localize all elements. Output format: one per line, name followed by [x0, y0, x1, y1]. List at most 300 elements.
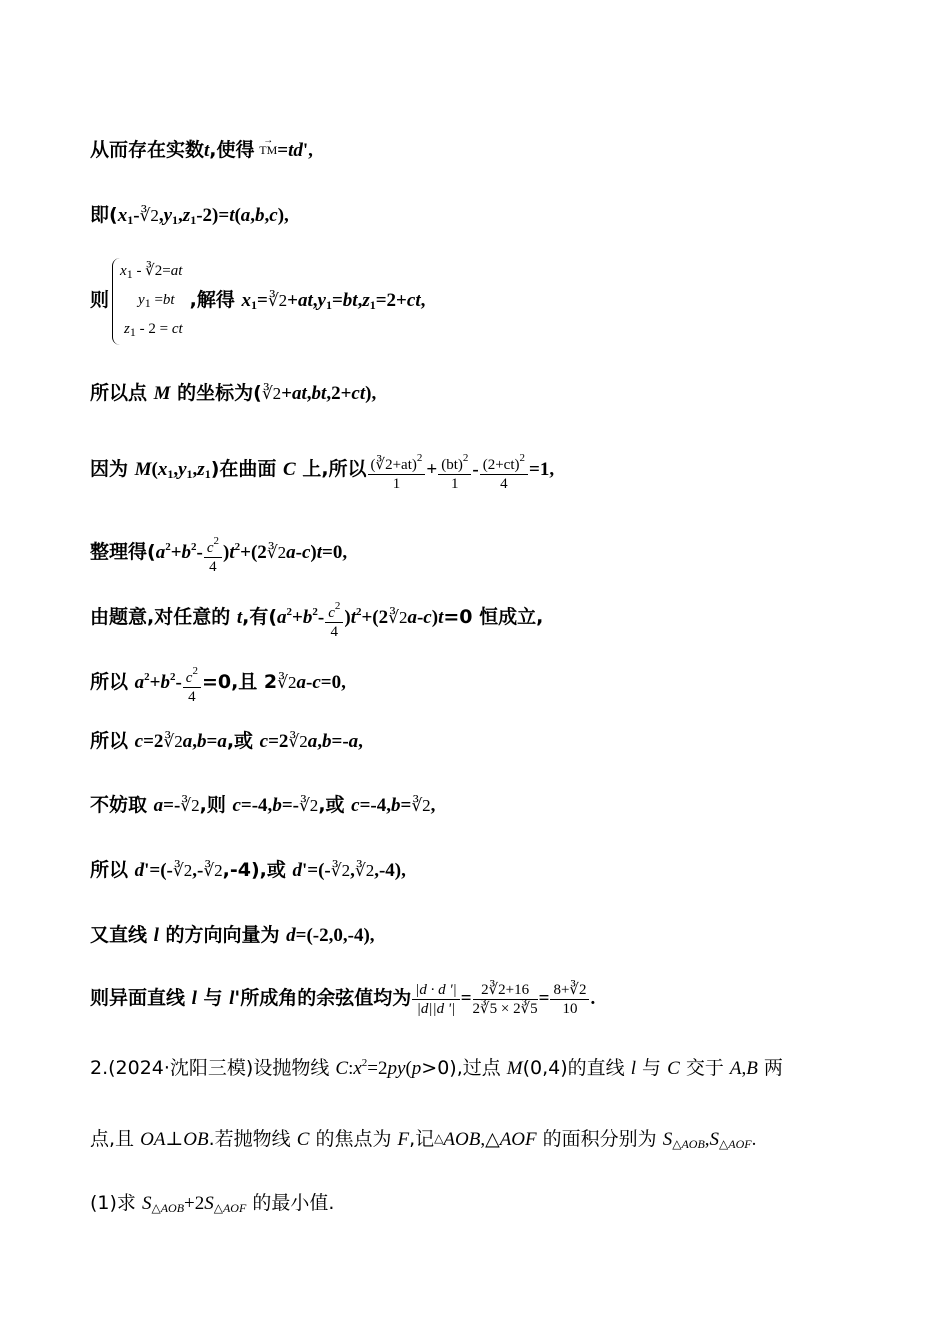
var: a [348, 731, 359, 752]
var: ct [171, 321, 183, 338]
var: C [296, 1129, 310, 1150]
var: a [217, 731, 227, 752]
var: y [178, 459, 187, 480]
sup: 2 [234, 541, 241, 553]
text: 的焦点为 [309, 1128, 398, 1150]
text: + [287, 290, 298, 311]
var: b [272, 795, 282, 816]
text: = [206, 731, 218, 752]
text: (0,4)的直线 [522, 1057, 631, 1079]
var: z [362, 290, 370, 311]
var: C [335, 1058, 349, 1079]
root: ∛2 [172, 861, 193, 880]
sup: 2 [144, 671, 150, 683]
sub: 1 [172, 213, 179, 227]
text: 与 [196, 987, 230, 1009]
problem-2-line-1 [90, 1050, 783, 1082]
root: ∛2 [411, 796, 431, 815]
text: , [264, 205, 270, 226]
text: 交于 [679, 1057, 730, 1079]
sys-row-2 [120, 287, 183, 316]
fraction-c2-4 [325, 597, 343, 641]
var: M [153, 383, 171, 404]
text: ,-4), [374, 860, 406, 881]
line-6 [90, 525, 347, 576]
text: 所以 [90, 859, 135, 881]
line-8 [90, 655, 346, 706]
text: =-4, [240, 795, 273, 816]
expr: td [288, 140, 303, 161]
text: ,-4),或 [222, 859, 293, 881]
var: x [157, 459, 168, 480]
text: >0),过点 [421, 1057, 507, 1079]
sub: 1 [190, 213, 197, 227]
text: , [178, 205, 183, 226]
var: c [301, 542, 311, 563]
var: c [351, 795, 360, 816]
text: 由题意,对任意的 [90, 606, 237, 628]
var: d [292, 860, 302, 881]
sub: 1 [204, 467, 211, 481]
root: ∛2 [203, 861, 223, 880]
text: , [317, 731, 323, 752]
var: B [746, 1058, 758, 1079]
text: , [192, 731, 197, 752]
sub: 1 [129, 325, 136, 340]
text: ,使得 [209, 139, 255, 161]
var: b [302, 607, 313, 628]
root: ∛2 [261, 384, 282, 403]
fraction-3 [550, 981, 589, 1018]
var: AOF [499, 1129, 537, 1150]
fraction-c2-4 [183, 662, 201, 706]
text: = [538, 988, 550, 1009]
text: , [420, 290, 426, 311]
triangle-icon: △ [434, 1131, 444, 1145]
var: x [353, 1058, 362, 1079]
numerator [183, 662, 201, 688]
var: b [255, 205, 265, 226]
text: ', [302, 140, 313, 161]
line-4 [90, 380, 376, 407]
var: b [391, 795, 401, 816]
fraction-2 [473, 981, 538, 1018]
var: S [709, 1129, 720, 1150]
sup: 2 [355, 606, 362, 618]
var: z [182, 205, 191, 226]
var: a [307, 731, 318, 752]
text: ) [344, 607, 351, 628]
text: , [306, 383, 312, 404]
sup: 2 [192, 664, 198, 677]
line-1 [90, 137, 313, 164]
text: (1)求 [90, 1192, 142, 1214]
root: ∛2 [277, 673, 297, 692]
var: py [387, 1058, 406, 1079]
text: , [430, 795, 436, 816]
var: t [236, 607, 243, 628]
text: 又直线 [90, 924, 154, 946]
text: 上,所以 [295, 458, 367, 480]
sup: 2 [361, 1057, 368, 1069]
fraction-1 [368, 449, 426, 493]
expr: (bt) [441, 456, 463, 473]
root: ∛2 [354, 861, 375, 880]
sup: 2 [519, 451, 525, 464]
text: , [741, 1058, 747, 1079]
line-13 [90, 973, 595, 1024]
var: l [229, 988, 235, 1009]
text: - [175, 672, 182, 693]
text: 因为 [90, 458, 135, 480]
text: ,解得 [189, 289, 242, 311]
var: c [423, 607, 432, 628]
text: = [257, 290, 268, 311]
fraction-2 [438, 449, 471, 493]
var: a [155, 542, 166, 563]
sub: 1 [144, 296, 151, 311]
text: , [704, 1129, 710, 1150]
var: a [296, 672, 306, 693]
var: t [316, 542, 322, 563]
text: + [281, 383, 293, 404]
text: + [292, 607, 303, 628]
root: ∛2 [267, 291, 288, 310]
text: ,2+ [326, 383, 352, 404]
sub: △AOF [213, 1201, 247, 1215]
text: 点,且 [90, 1128, 141, 1150]
sup: 2 [416, 451, 423, 464]
text: .若抛物线 [208, 1128, 297, 1150]
var: M [506, 1058, 523, 1079]
text: - [317, 607, 325, 628]
text: ) [310, 542, 317, 563]
sup: 2 [462, 451, 469, 464]
text: - [306, 672, 313, 693]
sub: △AOB [672, 1137, 705, 1151]
problem-2-line-3 [90, 1190, 334, 1221]
text: 即( [90, 204, 118, 226]
denominator: 2∛5 × 2∛5 [472, 1001, 538, 1018]
text: -2)= [196, 205, 230, 226]
var: C [283, 459, 296, 480]
text: ( [151, 459, 158, 480]
line-9 [90, 728, 363, 755]
var: c [269, 205, 278, 226]
sys-row-3 [120, 316, 183, 345]
fraction-c2-4 [204, 532, 222, 576]
var: a [286, 542, 296, 563]
text: =2 [268, 731, 289, 752]
expr: (∛2+at) [370, 456, 417, 473]
var: b [160, 672, 170, 693]
var: c [328, 604, 335, 621]
denominator: 10 [562, 1001, 578, 1018]
text: 所以 [90, 730, 135, 752]
text: 则 [90, 289, 110, 311]
text: 整理得( [90, 541, 156, 563]
text: - [472, 459, 479, 480]
text: =(-2,0,-4), [295, 925, 375, 946]
text: - [416, 607, 424, 628]
sub: △AOB [151, 1201, 185, 1215]
var: x [117, 205, 128, 226]
numerator [368, 449, 426, 475]
text: +(2 [240, 542, 267, 563]
text: + [149, 672, 161, 693]
text: ,则 [199, 794, 233, 816]
text: , [158, 205, 164, 226]
numerator [412, 981, 459, 1000]
text: - [295, 542, 302, 563]
sup: 2 [169, 671, 176, 683]
numerator [438, 449, 471, 475]
sub: △AOF [719, 1137, 752, 1151]
var-t: t [204, 140, 210, 161]
sup: 2 [191, 541, 197, 553]
root: ∛2 [288, 732, 308, 751]
text: =0,且 2 [201, 671, 278, 693]
text: ) [223, 542, 230, 563]
text: ( [234, 205, 241, 226]
var: A [729, 1058, 742, 1079]
text: ⊥ [165, 1129, 184, 1150]
line-7 [90, 590, 543, 641]
var: C [667, 1058, 680, 1079]
text: =-4, [359, 795, 391, 816]
root: ∛2 [180, 796, 200, 815]
text: , [358, 731, 363, 752]
sup: 2 [286, 606, 293, 618]
numerator [325, 597, 343, 623]
text: . [590, 988, 596, 1009]
var: c [232, 795, 241, 816]
text: = [150, 292, 163, 309]
eq: = [277, 140, 289, 161]
sup: 2 [312, 606, 318, 618]
text: =2+ [375, 290, 407, 311]
var: OA [140, 1129, 166, 1150]
var: S [204, 1193, 214, 1214]
var: b [196, 731, 207, 752]
text: '所成角的余弦值均为 [234, 987, 412, 1009]
text: - ∛2= [132, 263, 171, 280]
var: bt [342, 290, 358, 311]
root: ∛2 [298, 796, 319, 815]
sub: 1 [325, 298, 332, 312]
var: b [322, 731, 332, 752]
fraction-cos [412, 981, 459, 1018]
text: ,或 [226, 730, 260, 752]
text: '=(- [302, 860, 331, 881]
text: 的面积分别为 [536, 1128, 663, 1150]
sub: 1 [127, 213, 134, 227]
var: at [292, 383, 307, 404]
text: =1, [529, 459, 555, 480]
denominator: 4 [188, 688, 196, 705]
var: a [153, 795, 164, 816]
root: ∛2 [388, 608, 408, 627]
text: + [426, 459, 438, 480]
sub: 1 [167, 467, 174, 481]
text: =0 恒成立, [443, 606, 544, 628]
text: =- [331, 731, 349, 752]
var: S [141, 1193, 152, 1214]
problem-2-line-2 [90, 1125, 756, 1157]
text: + [170, 542, 182, 563]
text: ) [431, 607, 439, 628]
text: - [196, 542, 203, 563]
text: : [348, 1058, 354, 1079]
var: a [182, 731, 193, 752]
text: - 2 = [135, 321, 172, 338]
var: t [438, 607, 444, 628]
text: 的方向向量为 [158, 924, 287, 946]
var: F [397, 1129, 410, 1150]
var: a [134, 672, 145, 693]
text: , [350, 860, 355, 881]
numerator: 8+∛2 [550, 981, 589, 1000]
text: ,△ [480, 1129, 500, 1150]
sys-row-1 [120, 258, 183, 287]
sub: 1 [126, 267, 133, 282]
var: t [350, 607, 356, 628]
var: t [229, 542, 235, 563]
var: ct [351, 383, 366, 404]
text: . [751, 1129, 757, 1150]
var: t [229, 205, 235, 226]
var: c [185, 669, 193, 686]
vector-TM: → TM [259, 137, 277, 163]
text: ,记 [409, 1128, 435, 1150]
text: 所以点 [90, 382, 154, 404]
numerator: 2∛2+16 [473, 981, 538, 1000]
text: = [460, 988, 472, 1009]
sup: 2 [165, 541, 171, 553]
var: c [259, 731, 269, 752]
text: ), [277, 205, 289, 226]
denominator: 4 [209, 558, 217, 575]
text: =0, [322, 542, 348, 563]
text: 则异面直线 [90, 987, 192, 1009]
var: OB [183, 1129, 209, 1150]
text: , [357, 290, 363, 311]
text: +(2 [361, 607, 389, 628]
sup: 2 [334, 599, 341, 612]
text: '=(- [144, 860, 173, 881]
expr: |d · d '| [415, 982, 457, 999]
var: z [197, 459, 205, 480]
text: ), [365, 383, 377, 404]
var: bt [311, 383, 327, 404]
var: b [181, 542, 192, 563]
var: at [298, 290, 313, 311]
line-3 [90, 258, 425, 347]
var: l [630, 1058, 636, 1079]
text: ,- [192, 860, 204, 881]
var: a [240, 205, 251, 226]
var: bt [162, 292, 175, 309]
text: , [192, 459, 198, 480]
numerator [204, 532, 222, 558]
text: +2 [184, 1193, 205, 1214]
text: 2.(2024·沈阳三模)设抛物线 [90, 1057, 336, 1079]
sup: 2 [213, 534, 220, 547]
var: y [163, 205, 173, 226]
line-10 [90, 792, 435, 819]
text: ,或 [318, 794, 352, 816]
var: p [411, 1058, 422, 1079]
line-2 [90, 202, 289, 233]
var: at [170, 263, 183, 280]
denominator [412, 1000, 459, 1018]
numerator [480, 449, 528, 475]
var: d [134, 860, 145, 881]
root: ∛2 [330, 861, 351, 880]
var: c [134, 731, 144, 752]
text: , [173, 459, 179, 480]
text: - [133, 205, 140, 226]
text: =2 [367, 1058, 388, 1079]
root: ∛2 [266, 543, 287, 562]
text: ,有( [242, 606, 278, 628]
text: = [331, 290, 343, 311]
fraction-3 [480, 449, 528, 493]
expr: (2+ct) [482, 456, 520, 473]
var: d [286, 925, 296, 946]
var: x [241, 290, 251, 311]
text: = [400, 795, 412, 816]
root: ∛2 [139, 206, 159, 225]
var: a [407, 607, 417, 628]
equation-system [112, 258, 187, 345]
sub: 1 [251, 298, 257, 312]
sub: 1 [369, 298, 376, 312]
denominator: 4 [330, 623, 339, 640]
var: M [134, 459, 152, 480]
text: =2 [143, 731, 164, 752]
text: , [312, 290, 318, 311]
text: 不妨取 [90, 794, 154, 816]
var: S [662, 1129, 673, 1150]
text: 所以 [90, 671, 135, 693]
text: )在曲面 [210, 458, 284, 480]
line-11 [90, 857, 406, 884]
text: 的坐标为( [170, 382, 262, 404]
sub: 1 [186, 467, 193, 481]
root: ∛2 [163, 732, 183, 751]
var: c [206, 539, 214, 556]
text: , [250, 205, 256, 226]
denominator: 1 [451, 475, 459, 492]
line-5 [90, 444, 554, 499]
var: ct [406, 290, 421, 311]
text: =- [163, 795, 181, 816]
line-12 [90, 922, 375, 949]
text: 从而存在实数 [90, 139, 205, 161]
var: l [191, 988, 197, 1009]
var: l [153, 925, 159, 946]
var: x [120, 263, 127, 280]
text: 两 [757, 1057, 783, 1079]
var: a [277, 607, 287, 628]
denominator: 4 [500, 475, 508, 492]
var: z [124, 321, 130, 338]
text: =0, [320, 672, 346, 693]
text: ( [405, 1058, 412, 1079]
text: =- [281, 795, 299, 816]
text: 的最小值. [246, 1192, 335, 1214]
